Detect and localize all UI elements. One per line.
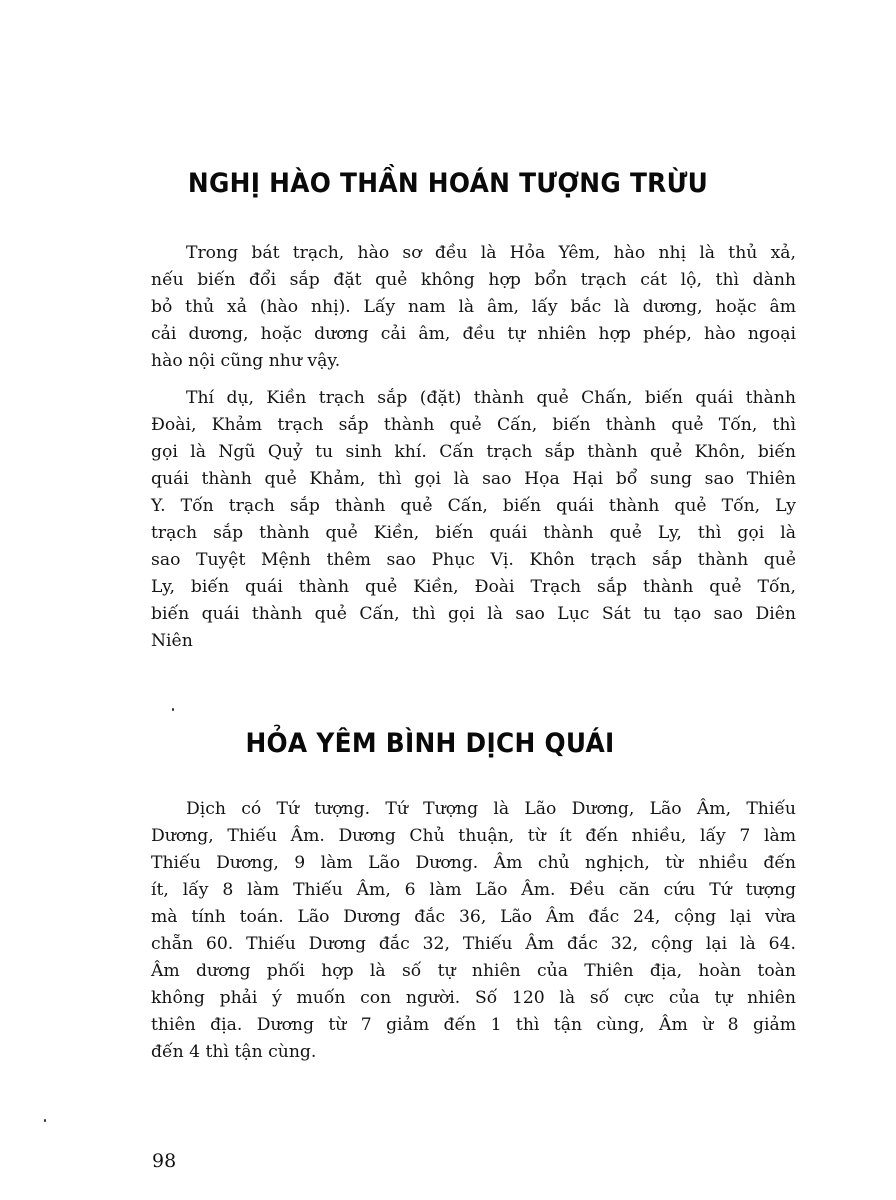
- text-line: hào nội cũng như vậy.: [151, 351, 341, 371]
- text-line: bỏ thủ xả (hào nhị). Lấy nam là âm, lấy bắc là dương, hoặc âm: [151, 297, 796, 317]
- text-line: thiên địa. Dương từ 7 giảm đến 1 thì tận cùng, Âm ừ 8 giảm: [151, 1015, 796, 1035]
- text-line: chẵn 60. Thiếu Dương đắc 32, Thiếu Âm đắc 32, cộng lại là 64.: [151, 934, 796, 954]
- text-line: mà tính toán. Lão Dương đắc 36, Lão Âm đắc 24, cộng lại vừa: [151, 907, 796, 927]
- text-line: không phải ý muốn con người. Số 120 là số cực của tự nhiên: [151, 988, 796, 1008]
- scan-speck: [44, 1119, 46, 1122]
- text-line: cải dương, hoặc dương cải âm, đều tự nhiên hợp phép, hào ngoại: [151, 324, 796, 344]
- text-line: Niên: [151, 631, 193, 651]
- text-line: ít, lấy 8 làm Thiếu Âm, 6 làm Lão Âm. Đều căn cứu Tứ tượng: [151, 880, 796, 900]
- text-line: trạch sắp thành quẻ Kiền, biến quái thành quẻ Ly, thì gọi là: [151, 523, 796, 543]
- text-line: Trong bát trạch, hào sơ đều là Hỏa Yêm, hào nhị là thủ xả,: [186, 243, 796, 263]
- text-line: quái thành quẻ Khảm, thì gọi là sao Họa Hại bổ sung sao Thiên: [151, 469, 796, 489]
- text-line: Dịch có Tứ tượng. Tứ Tượng là Lão Dương, Lão Âm, Thiếu: [186, 799, 796, 819]
- text-line: Đoài, Khảm trạch sắp thành quẻ Cấn, biến thành quẻ Tốn, thì: [151, 415, 796, 435]
- text-line: biến quái thành quẻ Cấn, thì gọi là sao Lục Sát tu tạo sao Diên: [151, 604, 796, 624]
- text-line: nếu biến đổi sắp đặt quẻ không hợp bổn trạch cát lộ, thì dành: [151, 270, 796, 290]
- text-line: Ly, biến quái thành quẻ Kiền, Đoài Trạch sắp thành quẻ Tốn,: [151, 577, 796, 597]
- text-line: gọi là Ngũ Quỷ tu sinh khí. Cấn trạch sắp thành quẻ Khôn, biến: [151, 442, 796, 462]
- section-title: NGHỊ HÀO THẦN HOÁN TƯỢNG TRỪU: [187, 168, 709, 199]
- text-line: Dương, Thiếu Âm. Dương Chủ thuận, từ ít đến nhiều, lấy 7 làm: [151, 826, 796, 846]
- text-line: Thiếu Dương, 9 làm Lão Dương. Âm chủ nghịch, từ nhiều đến: [151, 853, 796, 873]
- section-title: HỎA YÊM BÌNH DỊCH QUÁI: [245, 728, 615, 759]
- text-line: đến 4 thì tận cùng.: [151, 1042, 317, 1062]
- text-line: sao Tuyệt Mệnh thêm sao Phục Vị. Khôn trạch sắp thành quẻ: [151, 550, 796, 570]
- text-line: Thí dụ, Kiền trạch sắp (đặt) thành quẻ Chấn, biến quái thành: [186, 388, 796, 408]
- text-line: Âm dương phối hợp là số tự nhiên của Thiên địa, hoàn toàn: [151, 961, 796, 981]
- scan-speck: [172, 708, 174, 711]
- page-number: 98: [152, 1150, 177, 1172]
- text-line: Y. Tốn trạch sắp thành quẻ Cấn, biến quái thành quẻ Tốn, Ly: [151, 496, 796, 516]
